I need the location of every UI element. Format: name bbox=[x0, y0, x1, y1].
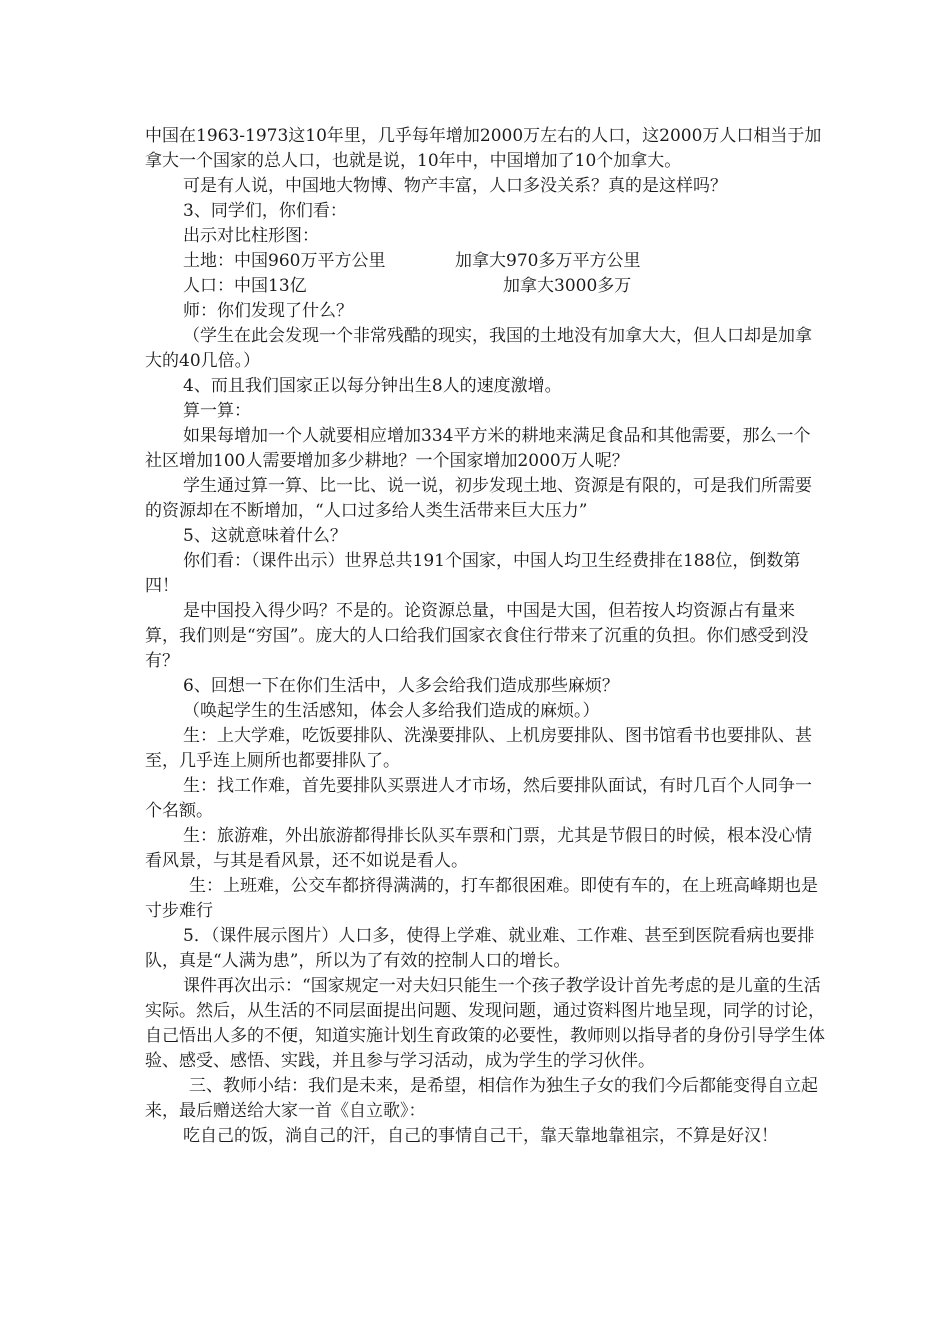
paragraph: 6、回想一下在你们生活中，人多会给我们造成那些麻烦？ bbox=[183, 676, 619, 696]
paragraph: 课件再次出示：“国家规定一对夫妇只能生一个孩子教学设计首先考虑的是儿童的生活实际。然后，从生活的不同层面提出问题、发现问题，通过资料图片地呈现，同学的讨论，自己悟出人多的不便，知道实施计划生育政策的必要性，教师则以指导者的身份引导学生体验、感受、感悟、实践，并且参与学习活动，成为学生的学习伙伴。 bbox=[145, 976, 825, 1071]
population-canada: 加拿大3000多万 bbox=[503, 276, 632, 296]
paragraph: （学生在此会发现一个非常残酷的现实，我国的土地没有加拿大大，但人口却是加拿大的40几倍。） bbox=[145, 326, 812, 371]
land-china: 土地：中国960万平方公里 bbox=[183, 251, 386, 271]
paragraph: 5、这就意味着什么？ bbox=[183, 526, 347, 546]
document-body bbox=[145, 124, 825, 1149]
land-canada: 加拿大970多万平方公里 bbox=[455, 251, 641, 271]
paragraph: 生：旅游难，外出旅游都得排长队买车票和门票，尤其是节假日的时候，根本没心情看风景，与其是看风景，还不如说是看人。 bbox=[145, 826, 812, 871]
paragraph: 学生通过算一算、比一比、说一说，初步发现土地、资源是有限的，可是我们所需要的资源却在不断增加，“人口过多给人类生活带来巨大压力” bbox=[145, 476, 812, 521]
population-china: 人口：中国13亿 bbox=[183, 276, 307, 296]
population-comparison-row bbox=[145, 274, 825, 299]
paragraph: 出示对比柱形图： bbox=[183, 226, 319, 246]
paragraph: 生：上大学难，吃饭要排队、洗澡要排队、上机房要排队、图书馆看书也要排队、甚至，几乎连上厕所也都要排队了。 bbox=[145, 726, 812, 771]
paragraph: 可是有人说，中国地大物博、物产丰富，人口多没关系？真的是这样吗？ bbox=[183, 176, 727, 196]
paragraph: 你们看：（课件出示）世界总共191个国家，中国人均卫生经费排在188位，倒数第四！ bbox=[145, 551, 801, 596]
land-comparison-row bbox=[145, 249, 825, 274]
paragraph: 中国在1963-1973这10年里，几乎每年增加2000万左右的人口，这2000万人口相当于加拿大一个国家的总人口，也就是说，10年中，中国增加了10个加拿大。 bbox=[145, 126, 822, 171]
paragraph: 吃自己的饭，淌自己的汗，自己的事情自己干，靠天靠地靠祖宗，不算是好汉！ bbox=[183, 1126, 778, 1146]
paragraph: 5．（课件展示图片）人口多，使得上学难、就业难、工作难、甚至到医院看病也要排队，真是“人满为患”，所以为了有效的控制人口的增长。 bbox=[145, 926, 815, 971]
paragraph: 3、同学们，你们看： bbox=[183, 201, 347, 221]
paragraph: 是中国投入得少吗？不是的。论资源总量，中国是大国，但若按人均资源占有量来算，我们则是“穷国”。庞大的人口给我们国家衣食住行带来了沉重的负担。你们感受到没有？ bbox=[145, 601, 809, 671]
paragraph: 师：你们发现了什么？ bbox=[183, 301, 353, 321]
paragraph: 4、而且我们国家正以每分钟出生8人的速度激增。 bbox=[183, 376, 562, 396]
paragraph: 如果每增加一个人就要相应增加334平方米的耕地来满足食品和其他需要，那么一个社区增加100人需要增加多少耕地？一个国家增加2000万人呢？ bbox=[145, 426, 811, 471]
paragraph: （唤起学生的生活感知，体会人多给我们造成的麻烦。） bbox=[183, 701, 600, 721]
paragraph: 生：找工作难，首先要排队买票进人才市场，然后要排队面试，有时几百个人同争一个名额。 bbox=[145, 776, 812, 821]
paragraph: 三、教师小结：我们是未来，是希望，相信作为独生子女的我们今后都能变得自立起来，最后赠送给大家一首《自立歌》： bbox=[145, 1076, 818, 1121]
paragraph: 生：上班难，公交车都挤得满满的，打车都很困难。即使有车的，在上班高峰期也是寸步难行 bbox=[145, 876, 818, 921]
paragraph: 算一算： bbox=[183, 401, 251, 421]
